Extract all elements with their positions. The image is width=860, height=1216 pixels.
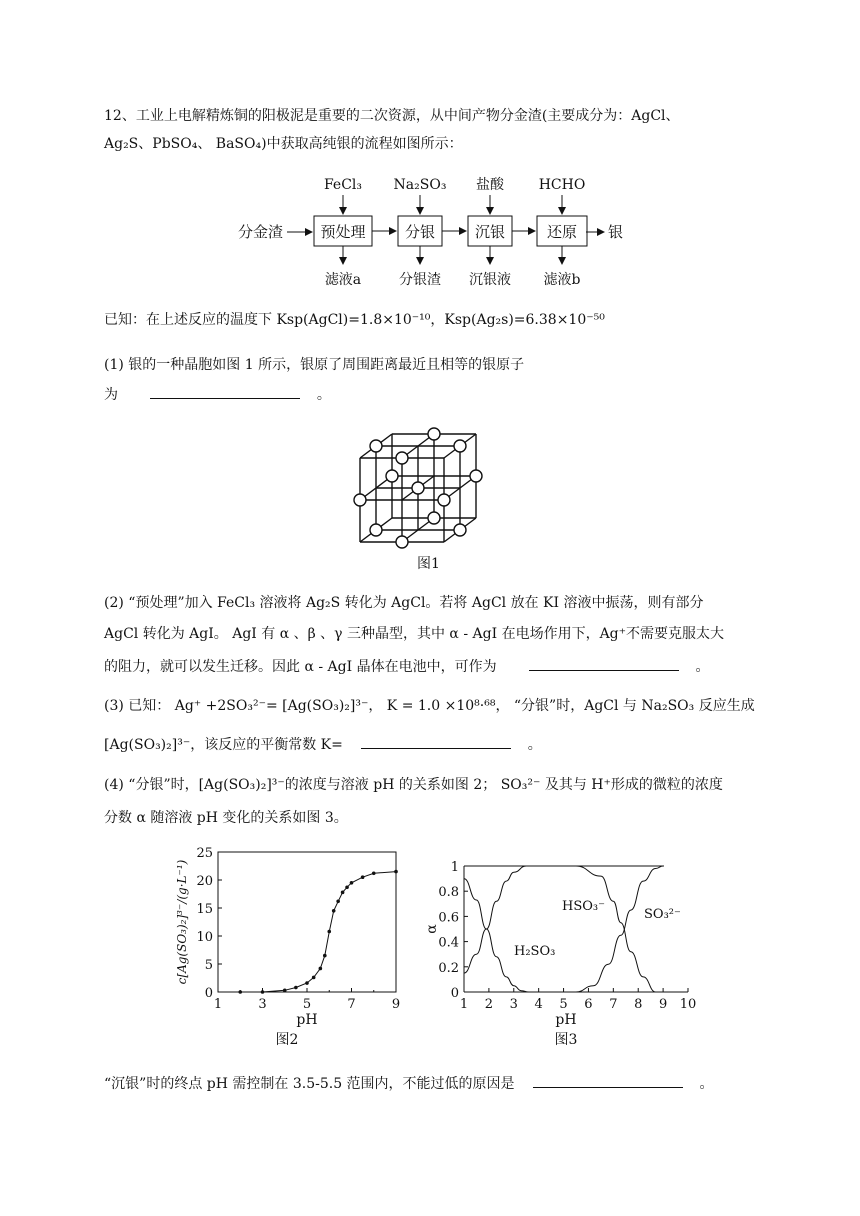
chart3-ytick-label: 0.2 [438, 960, 459, 976]
flow-waste-label: 分银渣 [399, 272, 441, 288]
chart2-caption: 图2 [275, 1032, 299, 1048]
question-12-intro-line-2: Ag₂S、PbSO₄、 BaSO₄)中获取高纯银的流程如图所示： [104, 136, 463, 152]
chart2-frame [218, 852, 396, 992]
chart2-ytick-label: 20 [196, 874, 213, 889]
silver-atom [370, 524, 382, 536]
silver-atom [438, 494, 450, 506]
chart-figure-3 [424, 838, 700, 1068]
chart3-ytick-label: 0.8 [438, 885, 459, 901]
silver-atom [454, 440, 466, 452]
question-1-text: 为 [104, 387, 118, 403]
flow-reagent-label: 盐酸 [476, 177, 504, 193]
silver-atom [412, 482, 424, 494]
silver-atom [454, 524, 466, 536]
chart2-point [332, 909, 336, 913]
question-2-line-2: AgCl 转化为 AgI。 AgI 有 α 、β 、γ 三种晶型，其中 α - AgI 在电场作用下，Ag⁺不需要克服太大 [104, 626, 725, 642]
silver-atom [396, 536, 408, 548]
silver-atom [396, 452, 408, 464]
flow-step-label: 还原 [546, 223, 578, 241]
answer-blank-2[interactable] [529, 656, 679, 671]
period-1: 。 [316, 387, 331, 403]
chart3-xtick-label: 3 [509, 997, 518, 1012]
chart2-point [372, 871, 376, 875]
flow-waste-label: 滤液a [324, 272, 362, 288]
final-question-line [104, 1073, 713, 1094]
chart2-point [312, 976, 316, 980]
flow-reagent-label: HCHO [538, 177, 586, 193]
chart2-xtick-label: 9 [391, 997, 401, 1012]
flow-step-label: 预处理 [320, 223, 366, 241]
known-ksp-line: 已知：在上述反应的温度下 Ksp(AgCl)=1.8×10⁻¹⁰，Ksp(Ag₂s)=6.38×10⁻⁵⁰ [104, 312, 605, 328]
figure-1-caption: 图1 [417, 556, 440, 572]
question-3-line-1: (3) 已知： Ag⁺ +2SO₃²⁻= [Ag(SO₃)₂]³⁻， K = 1.0 ×10⁸·⁶⁸， “分银”时，AgCl 与 Na₂SO₃ 反应生成 [104, 698, 755, 714]
silver-atom [370, 440, 382, 452]
flow-step-2 [394, 177, 466, 288]
chart2-xtick-label: 5 [302, 997, 312, 1012]
chart2-point [283, 989, 287, 993]
chart2-curve [218, 872, 396, 992]
flow-step-1 [314, 177, 396, 288]
question-4-line-2: 分数 α 随溶液 pH 变化的关系如图 3。 [104, 810, 348, 826]
flow-output-label: 银 [608, 223, 624, 241]
chart2-ytick-label: 5 [204, 958, 213, 973]
chart-figure-2 [164, 838, 404, 1068]
flow-reagent-label: Na₂SO₃ [393, 177, 447, 193]
chart2-point [261, 990, 265, 994]
period-4: 。 [699, 1076, 714, 1092]
chart3-xtick-label: 7 [609, 997, 618, 1012]
chart3-series-line [464, 866, 656, 992]
chart2-point [350, 881, 354, 885]
question-2-line-3 [104, 656, 710, 677]
process-flow-diagram [0, 168, 860, 288]
flow-waste-label: 沉银液 [469, 272, 511, 288]
chart3-ytick-label: 0.4 [438, 935, 459, 951]
flow-step-3 [468, 176, 535, 288]
chart3-series-line [576, 866, 663, 992]
chart3-xtick-label: 8 [634, 997, 643, 1012]
silver-atom [470, 470, 482, 482]
chart2-point [238, 990, 242, 994]
question-2-text: 的阻力，就可以发生迁移。因此 α - AgI 晶体在电池中，可作为 [104, 659, 497, 675]
chart3-xlabel: pH [555, 1012, 577, 1028]
crystal-cell-figure [0, 420, 860, 580]
question-3-line-2 [104, 734, 542, 755]
silver-atom [354, 494, 366, 506]
chart3-series-label: H₂SO₃ [514, 944, 556, 959]
chart3-ytick-label: 0.6 [438, 910, 459, 926]
chart3-ylabel: α [424, 924, 440, 934]
chart3-series-line [464, 879, 529, 992]
answer-blank-1[interactable] [150, 384, 300, 399]
chart2-point [394, 870, 398, 874]
question-3-text: [Ag(SO₃)₂]³⁻，该反应的平衡常数 K= [104, 737, 343, 753]
chart2-xlabel: pH [296, 1012, 318, 1028]
chart2-ylabel: c[Ag(SO₃)₂]³⁻/(g·L⁻¹) [175, 859, 189, 985]
chart3-ytick-label: 1 [450, 860, 459, 875]
answer-blank-3[interactable] [361, 734, 511, 749]
flow-step-label: 沉银 [474, 223, 506, 241]
final-question-text: “沉银”时的终点 pH 需控制在 3.5-5.5 范围内，不能过低的原因是 [104, 1076, 515, 1092]
chart2-xtick-label: 1 [213, 997, 223, 1012]
silver-atom [428, 512, 440, 524]
chart2-ytick-label: 15 [196, 902, 213, 917]
chart3-xtick-label: 9 [658, 997, 668, 1012]
chart3-ytick-label: 0 [450, 986, 459, 1001]
question-4-line-1: (4) “分银”时，[Ag(SO₃)₂]³⁻的浓度与溶液 pH 的关系如图 2； SO₃²⁻ 及其与 H⁺形成的微粒的浓度 [104, 777, 723, 793]
question-1-line-1: (1) 银的一种晶胞如图 1 所示，银原了周围距离最近且相等的银原子 [104, 357, 525, 373]
chart2-point [327, 930, 331, 934]
question-12-intro-line-1: 12、工业上电解精炼铜的阳极泥是重要的二次资源，从中间产物分金渣(主要成分为：AgCl、 [104, 108, 680, 124]
chart2-point [345, 885, 349, 889]
answer-blank-4[interactable] [533, 1073, 683, 1088]
flow-step-4 [537, 177, 587, 288]
chart2-point [361, 875, 365, 879]
flow-waste-label: 滤液b [543, 272, 581, 288]
chart2-point [323, 954, 327, 958]
period-3: 。 [527, 737, 542, 753]
chart3-xtick-label: 1 [459, 997, 469, 1012]
chart2-point [305, 981, 309, 985]
chart3-xtick-label: 4 [534, 997, 543, 1012]
chart2-xtick-label: 3 [258, 997, 267, 1012]
chart3-series-label: HSO₃⁻ [562, 899, 605, 914]
chart2-xtick-label: 7 [347, 997, 356, 1012]
chart3-xtick-label: 10 [679, 997, 697, 1012]
silver-atom [386, 470, 398, 482]
flow-input-label: 分金渣 [238, 223, 284, 241]
chart3-xtick-label: 6 [584, 997, 593, 1012]
chart3-xtick-label: 5 [559, 997, 568, 1012]
chart2-point [336, 899, 340, 903]
period-2: 。 [695, 659, 710, 675]
question-2-line-1: (2) “预处理”加入 FeCl₃ 溶液将 Ag₂S 转化为 AgCl。若将 AgCl 放在 KI 溶液中振荡，则有部分 [104, 595, 704, 611]
flow-reagent-label: FeCl₃ [323, 177, 363, 193]
silver-atom [428, 428, 440, 440]
chart3-caption: 图3 [554, 1032, 578, 1048]
chart2-point [319, 967, 323, 971]
chart2-ytick-label: 0 [204, 986, 213, 1001]
question-1-line-2 [104, 384, 331, 405]
chart3-xtick-label: 2 [484, 997, 494, 1012]
chart2-point [341, 891, 345, 895]
chart2-ytick-label: 25 [196, 846, 213, 861]
flow-step-label: 分银 [404, 223, 436, 241]
chart2-point [294, 986, 298, 990]
chart2-ytick-label: 10 [196, 930, 213, 945]
chart3-series-label: SO₃²⁻ [644, 907, 681, 922]
